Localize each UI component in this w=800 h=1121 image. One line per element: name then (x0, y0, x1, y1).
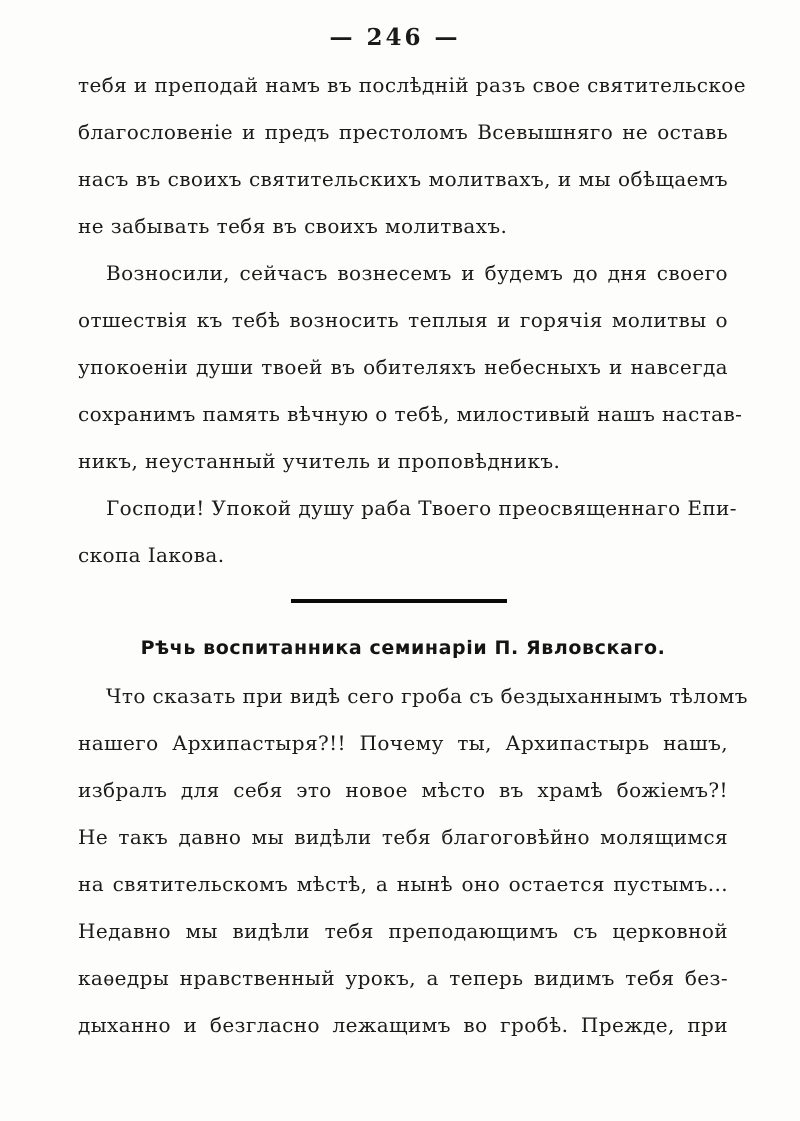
text-line: каѳедры нравственный урокъ, а теперь видимъ тебя без- (78, 966, 728, 990)
text-line: благословеніе и предъ престоломъ Всевышняго не оставь (78, 120, 728, 144)
text-line: скопа Іакова. (78, 543, 225, 567)
text-line: Не такъ давно мы видѣли тебя благоговѣйно молящимся (78, 825, 728, 849)
text-line: отшествія къ тебѣ возносить теплыя и горячія молитвы о (78, 308, 728, 332)
text-line: Возносили, сейчасъ вознесемъ и будемъ до дня своего (106, 261, 728, 285)
paragraph (78, 62, 746, 250)
paragraph (78, 673, 748, 1049)
text-line: насъ въ своихъ святительскихъ молитвахъ, и мы обѣщаемъ (78, 167, 728, 191)
page-number: — 246 — (329, 24, 461, 51)
paragraph (78, 250, 743, 485)
text-line: дыханно и безгласно лежащимъ во гробѣ. Прежде, при (78, 1013, 728, 1037)
text-line: сохранимъ память вѣчную о тебѣ, милостивый нашъ настав- (78, 402, 743, 426)
text-line: никъ, неустанный учитель и проповѣдникъ. (78, 449, 561, 473)
text-line: упокоеніи души твоей въ обителяхъ небесныхъ и навсегда (78, 355, 728, 379)
page-body (78, 62, 748, 1049)
text-line: избралъ для себя это новое мѣсто въ храмѣ божіемъ?! (78, 778, 728, 802)
paragraph (78, 485, 737, 579)
speech-heading: Рѣчь воспитанника семинаріи П. Явловскаго. (140, 637, 666, 659)
text-line: на святительскомъ мѣстѣ, а нынѣ оно остается пустымъ... (78, 872, 728, 896)
text-line: Господи! Упокой душу раба Твоего преосвященнаго Епи- (106, 496, 737, 520)
text-line: Недавно мы видѣли тебя преподающимъ съ церковной (78, 919, 728, 943)
text-line: нашего Архипастыря?!! Почему ты, Архипастырь нашъ, (78, 731, 728, 755)
text-line: Что сказать при видѣ сего гроба съ бездыханнымъ тѣломъ (106, 684, 748, 708)
divider-row (78, 579, 728, 623)
text-line: тебя и преподай намъ въ послѣдній разъ свое святительское (78, 73, 746, 97)
section-divider-rule (291, 599, 507, 603)
text-line: не забывать тебя въ своихъ молитвахъ. (78, 214, 508, 238)
